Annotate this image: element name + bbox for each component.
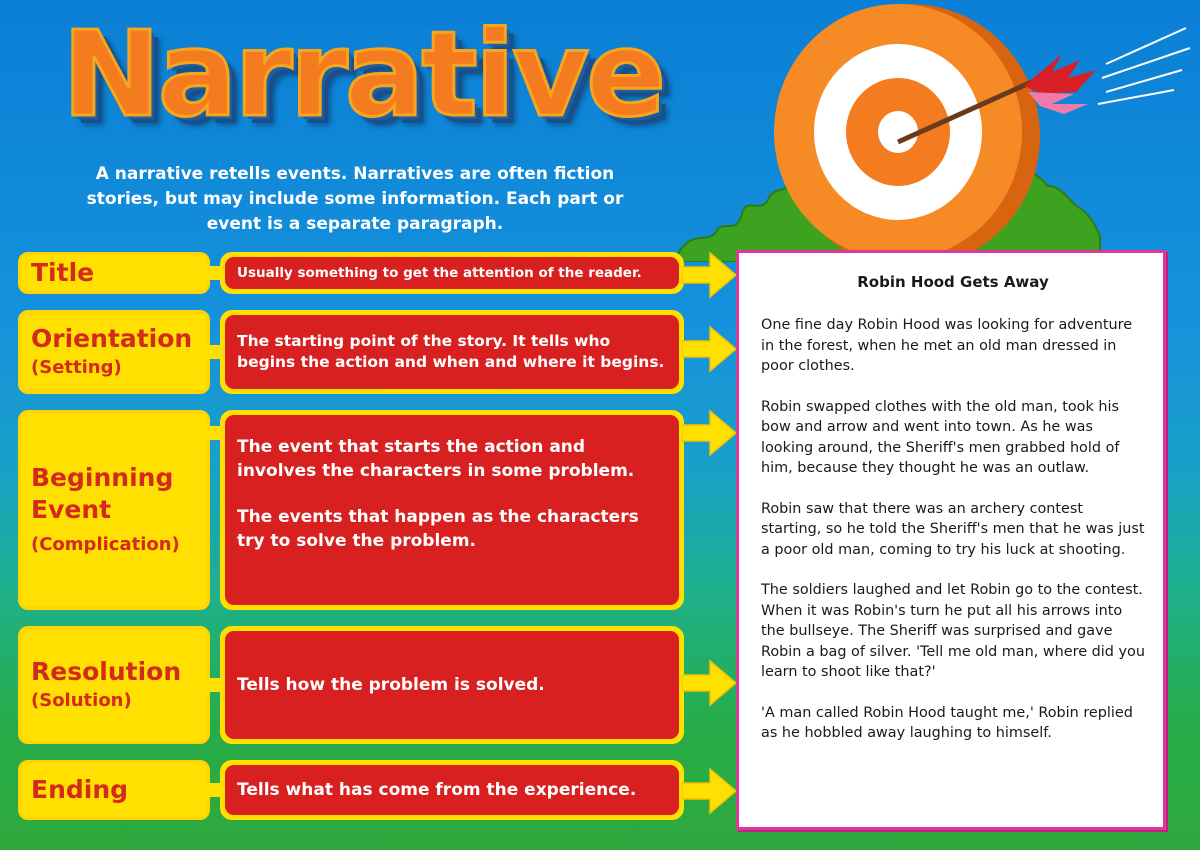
page-title: Narrative bbox=[62, 5, 664, 143]
desc-ending bbox=[220, 760, 684, 820]
label-beginning-event-subtitle: (Complication) bbox=[31, 534, 180, 555]
label-beginning-event-text: Beginning Event bbox=[31, 463, 174, 524]
desc-beginning-event bbox=[220, 410, 684, 610]
desc-resolution-text: Tells how the problem is solved. bbox=[237, 675, 545, 695]
label-ending bbox=[18, 760, 210, 820]
desc-orientation-text: The starting point of the story. It tells who begins the action and when and where it begins. bbox=[237, 332, 665, 371]
label-beginning-event bbox=[18, 410, 210, 610]
desc-resolution bbox=[220, 626, 684, 744]
desc-beginning-event-text-1: The event that starts the action and involves the characters in some problem. bbox=[237, 437, 635, 481]
label-orientation bbox=[18, 310, 210, 394]
right-arrow-icon bbox=[682, 658, 738, 708]
label-resolution-subtitle: (Solution) bbox=[31, 690, 132, 711]
story-panel bbox=[736, 250, 1166, 830]
desc-ending-text: Tells what has come from the experience. bbox=[237, 780, 637, 800]
desc-beginning-event-text-2: The events that happen as the characters try to solve the problem. bbox=[237, 507, 639, 551]
story-paragraph: Robin saw that there was an archery contest starting, so he told the Sheriff's men that he was just a poor old man, coming to try his luck at shooting. bbox=[761, 500, 1145, 558]
label-title-text: Title bbox=[31, 258, 95, 287]
label-ending-text: Ending bbox=[31, 775, 129, 804]
intro-text: A narrative retells events. Narratives are often fiction stories, but may include some information. Each part or event is a separate paragraph. bbox=[86, 164, 624, 234]
right-arrow-icon bbox=[682, 324, 738, 374]
label-orientation-subtitle: (Setting) bbox=[31, 357, 122, 378]
story-paragraph: The soldiers laughed and let Robin go to the contest. When it was Robin's turn he put all his arrows into the bullseye. The Sheriff was surprised and gave Robin a bag of silver. 'Tell me old man, where did you learn to shoot like that?' bbox=[761, 582, 1145, 680]
story-paragraph: Robin swapped clothes with the old man, took his bow and arrow and went into town. As he was looking around, the Sheriff's men grabbed hold of him, because they thought he was an outlaw. bbox=[761, 398, 1120, 476]
story-title: Robin Hood Gets Away bbox=[857, 273, 1049, 291]
desc-title bbox=[220, 252, 684, 294]
right-arrow-icon bbox=[682, 408, 738, 458]
desc-title-text: Usually something to get the attention of the reader. bbox=[237, 265, 642, 281]
label-resolution bbox=[18, 626, 210, 744]
label-resolution-text: Resolution bbox=[31, 657, 182, 686]
right-arrow-icon bbox=[682, 766, 738, 816]
desc-orientation bbox=[220, 310, 684, 394]
right-arrow-icon bbox=[682, 250, 738, 300]
story-paragraph: 'A man called Robin Hood taught me,' Robin replied as he hobbled away laughing to himself. bbox=[761, 704, 1133, 741]
label-title bbox=[18, 252, 210, 294]
label-orientation-text: Orientation bbox=[31, 324, 193, 353]
archery-target-icon bbox=[676, 0, 1200, 262]
story-paragraph: One fine day Robin Hood was looking for adventure in the forest, when he met an old man dressed in poor clothes. bbox=[761, 317, 1133, 374]
